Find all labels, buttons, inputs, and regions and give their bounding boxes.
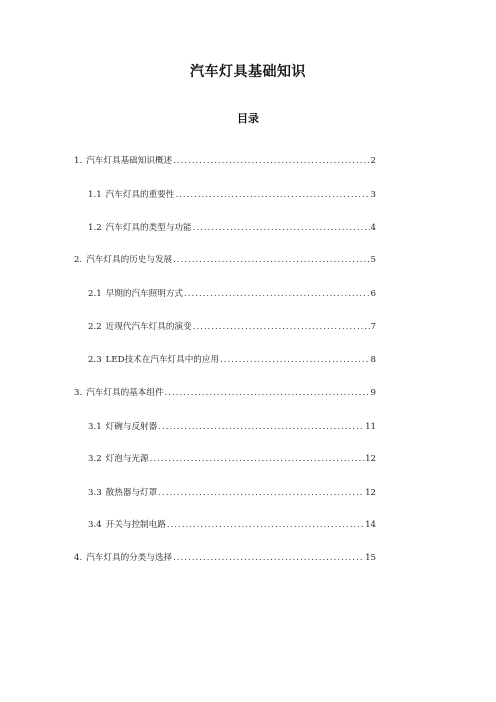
toc-entry-title: 早期的汽车照明方式 (105, 289, 184, 299)
toc-entry-number: 1.1 (88, 190, 102, 200)
toc-entry-title: 灯泡与光源 (105, 454, 149, 464)
toc-entry-2-3[interactable] (88, 353, 376, 367)
toc-entry-title: 灯碗与反射器 (105, 422, 158, 432)
toc-entry-2-1[interactable] (88, 287, 376, 301)
toc-entry-number: 3.3 (88, 488, 102, 498)
toc-entry-number: 2.2 (88, 322, 102, 332)
toc-entry-page: 11 (365, 422, 376, 432)
toc-entry-4[interactable] (74, 551, 376, 565)
toc-dot-leader (184, 287, 370, 301)
toc-entry-number: 3.2 (88, 454, 102, 464)
toc-entry-page: 9 (370, 388, 376, 398)
toc-entry-2[interactable] (74, 253, 376, 267)
toc-entry-title: 汽车灯具的类型与功能 (105, 223, 192, 233)
toc-entry-number: 3.4 (88, 520, 102, 530)
toc-entry-page: 12 (365, 488, 376, 498)
toc-entry-page: 15 (365, 553, 376, 563)
toc-entry-title: 散热器与灯罩 (105, 488, 158, 498)
toc-entry-3-4[interactable] (88, 518, 376, 532)
toc-entry-title: LED技术在汽车灯具中的应用 (105, 355, 220, 365)
toc-dot-leader (158, 420, 364, 434)
toc-entry-number: 2.1 (88, 289, 102, 299)
toc-entry-title: 开关与控制电路 (105, 520, 166, 530)
toc-entry-1-1[interactable] (88, 188, 376, 202)
toc-entry-number: 2.3 (88, 355, 102, 365)
toc-entry-page: 14 (365, 520, 376, 530)
toc-entry-3-1[interactable] (88, 420, 376, 434)
toc-entry-number: 4. (74, 553, 83, 563)
toc-entry-number: 1.2 (88, 223, 102, 233)
toc-entry-page: 3 (370, 190, 376, 200)
toc-dot-leader (173, 154, 369, 168)
toc-entry-number: 2. (74, 255, 83, 265)
toc-entry-page: 2 (370, 156, 376, 166)
toc-entry-1[interactable] (74, 154, 376, 168)
toc-entry-page: 7 (370, 322, 376, 332)
document-title: 汽车灯具基础知识 (190, 64, 306, 80)
toc-entry-3-2[interactable] (88, 452, 376, 466)
toc-entry-title: 汽车灯具的重要性 (105, 190, 175, 200)
toc-entry-number: 1. (74, 156, 83, 166)
toc-dot-leader (173, 253, 369, 267)
toc-entry-title: 汽车灯具的历史与发展 (86, 255, 173, 265)
toc-dot-leader (165, 386, 370, 400)
toc-dot-leader (175, 188, 369, 202)
toc-dot-leader (150, 452, 364, 466)
toc-entry-title: 汽车灯具的分类与选择 (86, 553, 173, 563)
toc-entry-page: 5 (370, 255, 376, 265)
toc-entry-3[interactable] (74, 386, 376, 400)
toc-dot-leader (193, 320, 370, 334)
toc-entry-1-2[interactable] (88, 221, 376, 235)
toc-entry-page: 6 (370, 289, 376, 299)
toc-entry-number: 3.1 (88, 422, 102, 432)
toc-dot-leader (173, 551, 364, 565)
toc-entry-page: 4 (370, 223, 376, 233)
toc-entry-title: 近现代汽车灯具的演变 (105, 322, 192, 332)
toc-entry-3-3[interactable] (88, 486, 376, 500)
toc-heading: 目录 (237, 112, 259, 125)
toc-entry-page: 12 (365, 454, 376, 464)
toc-entry-page: 8 (370, 355, 376, 365)
toc-entry-title: 汽车灯具基础知识概述 (86, 156, 173, 166)
toc-dot-leader (220, 353, 369, 367)
toc-dot-leader (158, 486, 364, 500)
toc-entry-number: 3. (74, 388, 83, 398)
toc-dot-leader (167, 518, 364, 532)
toc-entry-title: 汽车灯具的基本组件 (86, 388, 164, 398)
toc-entry-2-2[interactable] (88, 320, 376, 334)
toc-dot-leader (193, 221, 370, 235)
